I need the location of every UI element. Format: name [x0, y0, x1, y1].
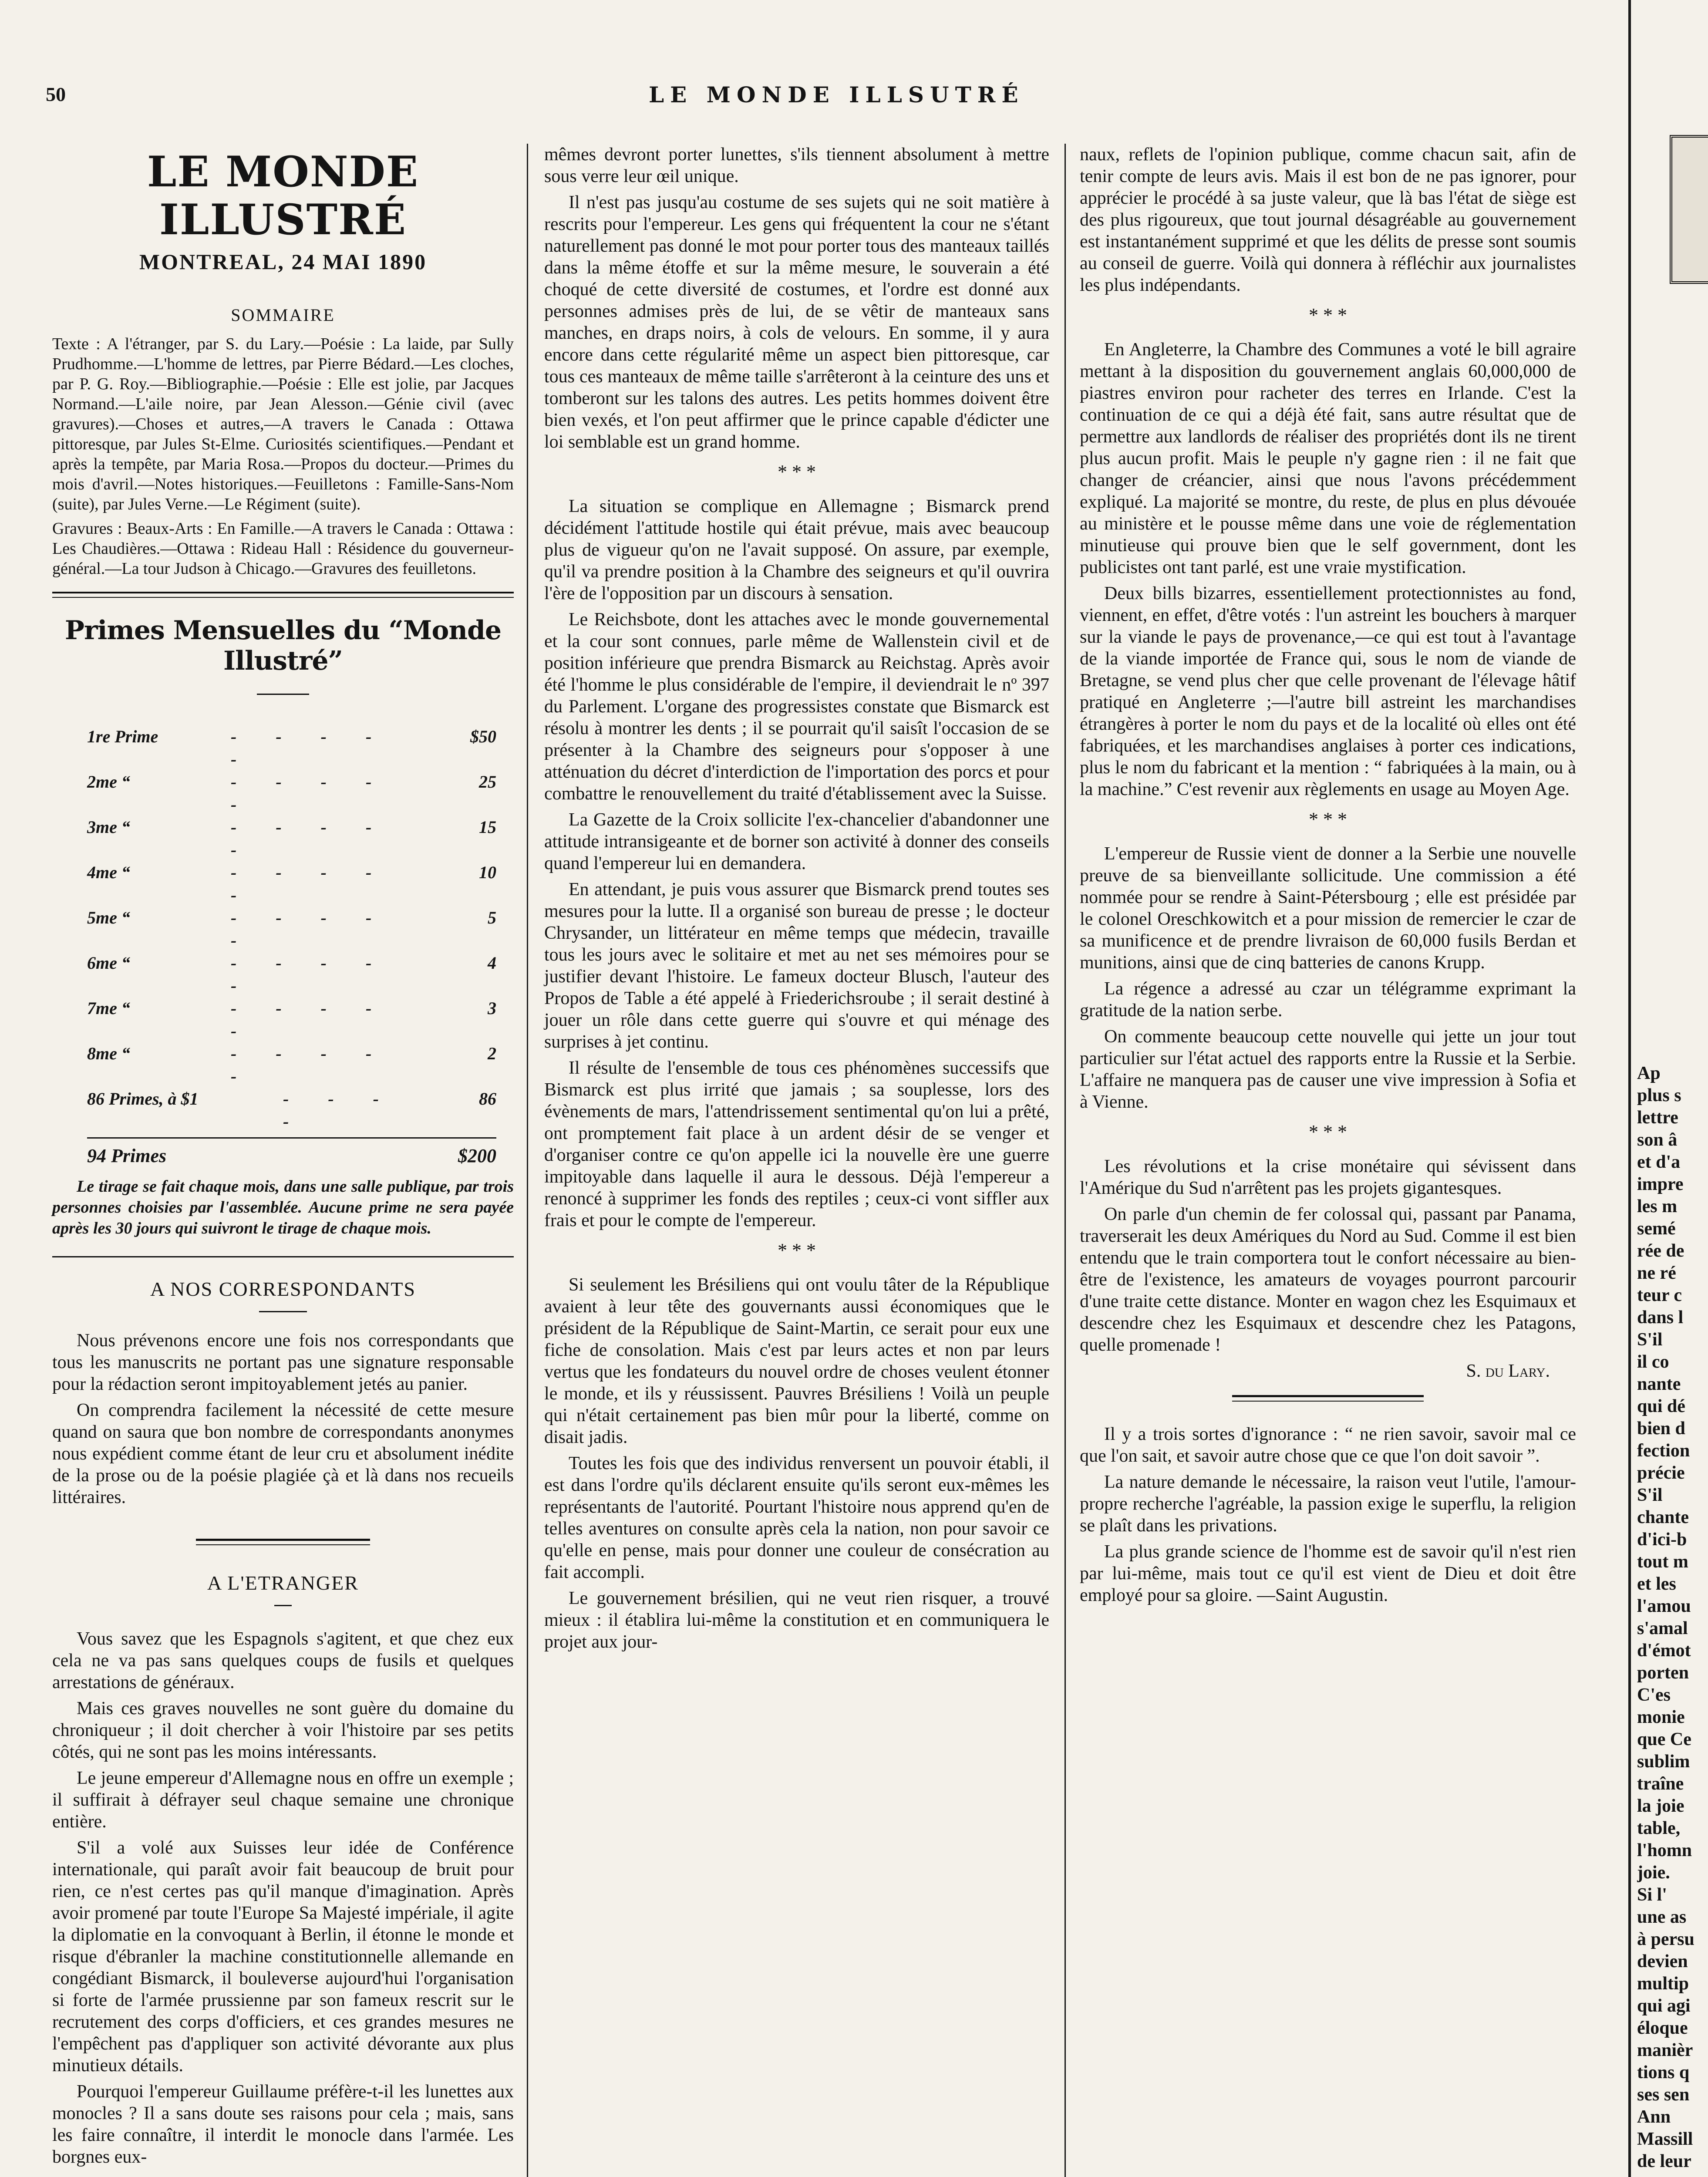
prime-row: 4me “ - - - - - 10: [87, 863, 496, 905]
article-paragraph: S'il a volé aux Suisses leur idée de Conférence internationale, qui paraît avoir fait beaucoup de bruit pour rien, ce n'est certes pas qu'il manque d'imagination. Après avoir promené par toute l'Europe Sa Majesté impériale, il agite la diplomatie en la convoquant à Berlin, il étonne le monde et risque d'ébranler la machine constitutionnelle allemande en congédiant Bismarck, il bouleverse aujourd'hui l'organisation si forte de l'armée prussienne par son fameux rescrit sur le recrutement des corps d'officiers, et ces grandes mesures ne l'empêchent pas d'appliquer son activité dévorante aux plus minutieux détails.: [52, 1838, 514, 2076]
sommaire-gravures: Gravures : Beaux-Arts : En Famille.—A travers le Canada : Ottawa : Les Chaudières.—Ottawa : Rideau Hall : Résidence du gouverneur-général.—La tour Judson à Chicago.—Gravures des feuilletons.: [52, 519, 514, 578]
fragment-line: il co: [1637, 1352, 1669, 1372]
fragment-line: Ann: [1637, 2107, 1671, 2127]
correspondants-paragraph: On comprendra facilement la nécessité de cette mesure quand on saura que bon nombre de correspondants anonymes nous expédient comme étant de leur cru et absolument inédite de la prose ou de la poésie plagiée çà et là dans nos recueils littéraires.: [52, 1400, 514, 1507]
fragment-line: nante: [1637, 1374, 1681, 1394]
prime-row: 7me “ - - - - - 3: [87, 998, 496, 1041]
fragment-line: qui dé: [1637, 1396, 1685, 1416]
correspondants-heading: A NOS CORRESPONDANTS: [150, 1278, 416, 1300]
fragment-line: fection: [1637, 1441, 1690, 1461]
article-paragraph: mêmes devront porter lunettes, s'ils tiennent absolument à mettre sous verre leur œil unique.: [544, 145, 1049, 186]
dateline: MONTREAL, 24 MAI 1890: [139, 249, 427, 274]
column-rule-2: [1065, 144, 1066, 2177]
primes-short-rule: [257, 694, 309, 695]
article-paragraph: Mais ces graves nouvelles ne sont guère du domaine du chroniqueur ; il doit chercher à voir l'histoire par ses petits côtés, qui ne sont pas les moins intéressants.: [52, 1698, 514, 1762]
fragment-line: S'il: [1637, 1485, 1663, 1505]
fragment-line: tout m: [1637, 1552, 1688, 1572]
article-paragraph: En Angleterre, la Chambre des Communes a voté le bill agraire mettant à la disposition du gouvernement anglais 60,000,000 de piastres environ pour racheter des terres en Irlande. C'est la continuation de ce qui a déjà été fait, sans autre résultat que de permettre aux landlords de réaliser des propriétés dont ils ne tirent plus aucun profit. Mais le peuple n'y gagne rien : il ne fait que changer de créancier, ainsi que nous l'avons précédemment expliqué. La majorité se montre, du reste, de plus en plus dévouée au ministère et le pousse même dans une voie de réglementation minutieuse qui prouve bien que le self government, dont les publicistes ont tant parlé, est une vraie mystification.: [1080, 340, 1576, 577]
fragment-line: bien d: [1637, 1419, 1685, 1439]
fragment-line: la joie: [1637, 1796, 1684, 1816]
facing-page-fragment-column: [1637, 1062, 1708, 2177]
prime-row: 6me “ - - - - - 4: [87, 953, 496, 995]
column-3: [1080, 144, 1576, 1611]
fragment-line: les m: [1637, 1196, 1678, 1217]
fragment-line: rée de: [1637, 1241, 1684, 1261]
column-1: [52, 144, 514, 2172]
fragment-line: et les: [1637, 1574, 1676, 1594]
fragment-line: impre: [1637, 1174, 1684, 1194]
pensee-paragraph: La nature demande le nécessaire, la raison veut l'utile, l'amour-propre recherche l'agréable, la passion exige le superflu, la religion se plaît dans les privations.: [1080, 1472, 1576, 1536]
fragment-line: éloque: [1637, 2018, 1688, 2038]
fragment-line: table,: [1637, 1818, 1681, 1838]
article-paragraph: On commente beaucoup cette nouvelle qui jette un jour tout particulier sur l'état actuel des rapports entre la Russie et la Serbie. L'affaire ne manquera pas de causer une vive impression à Sofia et à Vienne.: [1080, 1027, 1576, 1112]
prime-total-row: 94 Primes $200: [87, 1145, 496, 1166]
fragment-line: s'amal: [1637, 1618, 1688, 1638]
fragment-line: manièr: [1637, 2040, 1693, 2060]
prime-row: 5me “ - - - - - 5: [87, 908, 496, 950]
fragment-line: chante: [1637, 1507, 1689, 1527]
double-rule: [1232, 1395, 1424, 1402]
fragment-line: ne ré: [1637, 1263, 1676, 1283]
fragment-line: lettre: [1637, 1108, 1678, 1128]
fragment-line: tions q: [1637, 2062, 1690, 2083]
article-paragraph: Le Reichsbote, dont les attaches avec le monde gouvernemental et la cour sont connues, parle même de Wallenstein civil et de position inférieure que prendra Bismarck au Reichstag. Après avoir été l'homme le plus considérable de l'empire, il deviendrait le nº 397 du Parlement. L'organe des progressistes constate que Bismarck est résolu à montrer les dents ; il se pourrait qu'il saisît l'occasion de se présenter à la Chambre des seigneurs pour s'opposer à une atténuation du décret d'interdiction de l'importation des porcs et pour combattre le renouvellement du traité d'établissement avec la Suisse.: [544, 610, 1049, 804]
article-paragraph: La Gazette de la Croix sollicite l'ex-chancelier d'abandonner une attitude intransigeante et de borner son activité à donner des conseils quand l'empereur lui en demandera.: [544, 810, 1049, 873]
fragment-line: sublim: [1637, 1752, 1690, 1772]
article-paragraph: Les révolutions et la crise monétaire qui sévissent dans l'Amérique du Sud n'arrêtent pas les projets gigantesques.: [1080, 1156, 1576, 1198]
fragment-line: à persu: [1637, 1929, 1695, 1949]
fragment-line: C'es: [1637, 1685, 1671, 1705]
article-paragraph: Toutes les fois que des individus renversent un pouvoir établi, il est dans l'ordre qu'ils déclarent ensuite qu'ils seront eux-mêmes les représentants de l'autorité. Pourtant l'histoire nous apprend qu'en de telles aventures on consulte après cela la nation, non pour savoir ce qu'elle en pense, mais pour donner une couleur de consécration au fait accompli.: [544, 1453, 1049, 1582]
fragment-line: d'émot: [1637, 1641, 1691, 1661]
section-rule: [52, 1256, 514, 1257]
fragment-line: une as: [1637, 1907, 1687, 1927]
primes-note: Le tirage se fait chaque mois, dans une salle publique, par trois personnes choisies par l'assemblée. Aucune prime ne sera payée après les 30 jours qui suivront le tirage de chaque mois.: [52, 1177, 514, 1237]
fragment-line: l'homn: [1637, 1840, 1692, 1860]
article-paragraph: On parle d'un chemin de fer colossal qui, passant par Panama, traverserait les deux Amériques du Nord au Sud. Comme il est bien entendu que le train comportera tout le confort nécessaire au bien-être de l'existence, les amateurs de voyages pourront parcourir d'une traite cette distance. Monter en wagon chez les Esquimaux et descendre chez les Esquimaux et descendre chez les Patagons, quelle promenade !: [1080, 1204, 1576, 1355]
double-rule: [52, 592, 514, 598]
fragment-line: devien: [1637, 1951, 1688, 1971]
article-paragraph: Si seulement les Brésiliens qui ont voulu tâter de la République avaient à leur tête des gouvernants aussi économiques que le président de la République de Saint-Martin, ce serait pour eux une fiche de consolation. Mais c'est par leurs actes et non par leurs vertus que les fondateurs du nouvel ordre de choses veulent étonner le monde, et ils y réussissent. Pauvres Brésiliens ! Voilà un peuple qui n'était certainement pas bien mûr pour la liberté, comme on disait jadis.: [544, 1275, 1049, 1447]
correspondants-paragraph: Nous prévenons encore une fois nos correspondants que tous les manuscrits ne portant pas une signature responsable pour la rédaction seront impitoyablement jetés au panier.: [52, 1331, 514, 1394]
page-number: 50: [46, 83, 66, 105]
fragment-line: multip: [1637, 1974, 1689, 1994]
fragment-line: de leur: [1637, 2151, 1691, 2171]
fragment-line: traîne: [1637, 1774, 1684, 1794]
fragment-line: semé: [1637, 1219, 1676, 1239]
article-paragraph: La régence a adressé au czar un télégramme exprimant la gratitude de la nation serbe.: [1080, 979, 1576, 1021]
heading-short-rule: [259, 1311, 307, 1312]
fragment-line: joie.: [1637, 1863, 1670, 1883]
fragment-line: porten: [1637, 1663, 1689, 1683]
article-paragraph: naux, reflets de l'opinion publique, comme chacun sait, afin de tenir compte de leurs avis. Mais il est bon de ne pas ignorer, pour apprécier le procédé à sa juste valeur, que là bas l'état de siège est des plus rigoureux, que tout journal désagréable au gouvernement est instantanément supprimé et que les délits de presse sont soumis au conseil de guerre. Voilà qui donnera à réfléchir aux journalistes les plus indépendants.: [1080, 145, 1576, 295]
prime-row: 2me “ - - - - - 25: [87, 772, 496, 814]
article-signature: S. du Lary.: [1466, 1361, 1550, 1381]
section-stars: * * *: [1309, 1121, 1347, 1142]
paper-title: LE MONDE ILLUSTRÉ: [147, 147, 419, 244]
masthead: LE MONDE ILLSUTRÉ: [649, 82, 1024, 108]
fragment-line: d'ici-b: [1637, 1530, 1687, 1550]
fragment-line: précie: [1637, 1463, 1685, 1483]
etranger-heading: A L'ETRANGER: [207, 1572, 359, 1594]
sommaire-texte: Texte : A l'étranger, par S. du Lary.—Poésie : La laide, par Sully Prudhomme.—L'homme de lettres, par Pierre Bédard.—Les cloches, par P. G. Roy.—Bibliographie.—Poésie : Elle est jolie, par Jacques Normand.—L'aile noire, par Jean Alesson.—Génie civil (avec gravures).—Choses et autres,—A travers le Canada : Ottawa pittoresque, par Jules St-Elme. Curiosités scientifiques.—Pendant et après la tempête, par Maria Rosa.—Propos du docteur.—Primes du mois d'avril.—Notes historiques.—Feuilletons : Famille-Sans-Nom (suite), par Jules Verne.—Le Régiment (suite).: [52, 335, 514, 513]
fragment-line: monie: [1637, 1707, 1685, 1727]
fragment-line: et d'a: [1637, 1152, 1681, 1172]
double-rule: [196, 1539, 370, 1545]
column-rule-1: [527, 144, 528, 2177]
primes-table: [52, 725, 514, 1167]
article-paragraph: Le gouvernement brésilien, qui ne veut rien risquer, a trouvé mieux : il établira lui-même la constitution et en communiquera le projet aux jour-: [544, 1588, 1049, 1652]
section-stars: * * *: [778, 1240, 816, 1261]
fragment-line: plus s: [1637, 1085, 1681, 1105]
article-paragraph: L'empereur de Russie vient de donner a la Serbie une nouvelle preuve de sa bienveillante sollicitude. Une commission a été nommée pour se rendre à Saint-Pétersbourg ; elle est présidée par le colonel Oreschkowitch et a pour mission de remercier le czar de sa munificence et de prendre livraison de 60,000 fusils Berdan et munitions, ainsi que de cinq batteries de canons Krupp.: [1080, 844, 1576, 973]
primes-title: Primes Mensuelles du “Monde Illustré”: [64, 615, 502, 676]
prime-row: 8me “ - - - - - 2: [87, 1044, 496, 1086]
section-stars: * * *: [1309, 304, 1347, 326]
facing-page-ornament: [1670, 135, 1708, 284]
fragment-line: Massill: [1637, 2129, 1693, 2149]
prime-row: 86 Primes, à $1 - - - - 86: [87, 1088, 496, 1139]
section-stars: * * *: [1309, 809, 1347, 830]
page-edge-rule: [1628, 0, 1631, 2177]
article-paragraph: Il résulte de l'ensemble de tous ces phénomènes successifs que Bismarck est plus irrité que jamais ; sa souplesse, lors des évènements de mars, l'attendrissement sentimental qu'on lui a prêté, ont promptement fait place à un ardent désir de se venger et d'organiser contre ce qu'on appelle ici la nouvelle ère une guerre impitoyable dans laquelle il aura le dessous. Déjà l'empereur a renoncé à supprimer les fonds des reptiles ; ceux-ci vont siffler aux frais et pour le compte de l'empereur.: [544, 1058, 1049, 1230]
article-paragraph: La situation se complique en Allemagne ; Bismarck prend décidément l'attitude hostile qui était prévue, mais avec beaucoup plus de vigueur qu'on ne l'avait supposé. On assure, par exemple, qu'il va prendre position à la Chambre des seigneurs et qu'il ouvrira l'ère de l'opposition par un discours à sensation.: [544, 496, 1049, 603]
prime-row: 1re Prime - - - - - $50: [87, 727, 496, 769]
article-paragraph: Il n'est pas jusqu'au costume de ses sujets qui ne soit matière à rescrits pour l'empereur. Les gens qui fréquentent la cour ne s'étant naturellement pas donné le mot pour porter tous des manteaux taillés dans la même étoffe et sur la même mesure, le souverain a été choqué de cette diversité de costumes, et l'ordre est donné aux personnes admises près de lui, de se vêtir de manteaux sans manches, en draps noirs, à cols de velours. En somme, il y aura encore dans cette régularité même un aspect bien pittoresque, car tous ces manteaux de même taille s'arrêteront à la ceinture des uns et tomberont sur les talons des autres. Les petits hommes doivent être bien vexés, et l'on peut affirmer que le prince capable d'édicter une loi semblable est un grand homme.: [544, 192, 1049, 452]
fragment-line: son â: [1637, 1130, 1678, 1150]
article-paragraph: Pourquoi l'empereur Guillaume préfère-t-il les lunettes aux monocles ? Il a sans doute ses raisons pour cela ; mais, sans les faire connaître, il interdit le monocle dans l'armée. Les borgnes eux-: [52, 2082, 514, 2167]
section-stars: * * *: [778, 461, 816, 482]
fragment-line: Ap: [1637, 1063, 1661, 1083]
fragment-line: qui agi: [1637, 1996, 1691, 2016]
fragment-line: l'amou: [1637, 1596, 1691, 1616]
article-paragraph: Deux bills bizarres, essentiellement protectionnistes au fond, viennent, en effet, d'être votés : l'un astreint les bouchers à marquer sur la viande le pays de provenance,—ce qui est tout à l'avantage de la viande importée de France qui, sous le nom de viande de Bretagne, se vend plus cher que celle provenant de l'élevage hâtif pratiqué en Angleterre ;—l'autre bill astreint les marchandises étrangères à porter le nom du pays et de la localité où elles ont été fabriquées, et les marchandises anglaises à porter ces indications, plus le nom du fabricant et la mention : “ fabriquées à la main, ou à la machine.” C'est revenir aux règlements en usage au Moyen Age.: [1080, 583, 1576, 799]
sommaire-heading: SOMMAIRE: [231, 305, 335, 325]
heading-short-rule: [274, 1605, 292, 1606]
column-2: [544, 144, 1049, 1657]
prime-row: 3me “ - - - - - 15: [87, 817, 496, 859]
article-paragraph: En attendant, je puis vous assurer que Bismarck prend toutes ses mesures pour la lutte. Il a organisé son bureau de presse ; le docteur Chrysander, un littérateur en même temps que médecin, travaille tous les jours avec le solitaire et met au net ses mémoires pour se justifier devant l'histoire. Le fameux docteur Blusch, l'auteur des Propos de Table a été appelé à Friederichsroube ; il serait destiné à jouer un rôle dans cette guerre qui s'ouvre et qui ménage des surprises à jet continu.: [544, 880, 1049, 1052]
fragment-line: ses sen: [1637, 2085, 1690, 2105]
fragment-line: Si l': [1637, 1885, 1667, 1905]
fragment-line: que Ce: [1637, 1729, 1691, 1749]
article-paragraph: Le jeune empereur d'Allemagne nous en offre un exemple ; il suffirait à défrayer seul chaque semaine une chronique entière.: [52, 1768, 514, 1832]
pensee-paragraph: Il y a trois sortes d'ignorance : “ ne rien savoir, savoir mal ce que l'on sait, et savoir autre chose que ce que l'on doit savoir ”.: [1080, 1424, 1576, 1466]
article-paragraph: Vous savez que les Espagnols s'agitent, et que chez eux cela ne va pas sans quelques coups de fusils et quelques arrestations de généraux.: [52, 1629, 514, 1692]
fragment-line: teur c: [1637, 1285, 1682, 1305]
fragment-line: S'il: [1637, 1330, 1663, 1350]
fragment-line: dans l: [1637, 1308, 1684, 1328]
pensee-paragraph: La plus grande science de l'homme est de savoir qu'il n'est rien par lui-même, mais tout ce qu'il est vient de Dieu et doit être employé pour sa gloire. —Saint Augustin.: [1080, 1542, 1576, 1605]
